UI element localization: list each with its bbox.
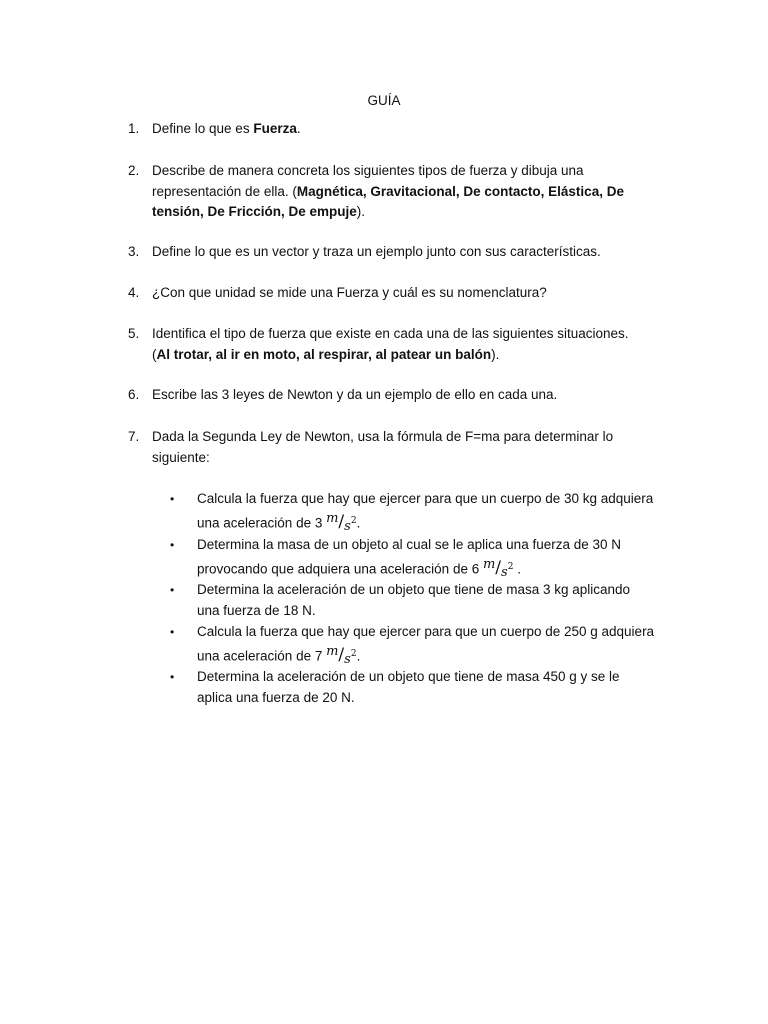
bullet-text [197, 580, 667, 621]
text-line [152, 202, 642, 223]
unit-numerator: m [482, 556, 496, 572]
unit-s: s [501, 564, 508, 580]
item-text [152, 119, 642, 140]
item-text [152, 427, 642, 468]
text-line: Dada la Segunda Ley de Newton, usa la fórmula de F=ma para determinar lo [152, 429, 614, 444]
unit-numerator: m [326, 510, 339, 526]
bullet-icon: • [170, 538, 175, 552]
bold-term: Magnética, Gravitacional, De contacto, Elástica, De [296, 183, 624, 199]
unit-denominator [344, 648, 357, 667]
unit-denominator [344, 515, 357, 534]
unit-numerator: m [326, 643, 339, 659]
text-line: Determina la aceleración de un objeto que tiene de masa 450 g y se le [197, 669, 620, 684]
text-line [197, 556, 667, 581]
title-text: GUÍA [367, 93, 401, 108]
bullet-icon: • [170, 670, 175, 684]
item-number: 5. [128, 326, 140, 341]
text-run: una aceleración de 3 [197, 514, 327, 530]
bullet-text [197, 535, 667, 580]
bullet-icon: • [170, 583, 175, 597]
item-text: ¿Con que unidad se mide una Fuerza y cuál es su nomenclatura? [152, 285, 547, 300]
unit-s: s [344, 651, 351, 667]
item-number: 7. [128, 429, 140, 444]
bullet-text [197, 622, 667, 667]
text-run: representación de ella. ( [152, 183, 297, 199]
text-run: . [513, 560, 521, 576]
text-line: Describe de manera concreta los siguientes tipos de fuerza y dibuja una [152, 163, 584, 178]
text-run: una aceleración de 7 [197, 647, 327, 663]
text-line: Calcula la fuerza que hay que ejercer para que un cuerpo de 30 kg adquiera [197, 491, 654, 506]
item-number: 1. [128, 121, 140, 136]
item-number: 2. [128, 163, 140, 178]
item-number: 3. [128, 244, 140, 259]
text-line [197, 510, 667, 535]
bullet-icon: • [170, 625, 175, 639]
bullet-text [197, 667, 667, 708]
text-run: . [356, 647, 361, 663]
unit-exponent: 2 [350, 648, 357, 659]
fraction-slash: / [338, 511, 345, 532]
unit-s: s [344, 518, 351, 534]
bullet-icon: • [170, 492, 175, 506]
bold-term: Fuerza [253, 121, 297, 136]
text-line [152, 182, 642, 203]
item-number: 6. [128, 387, 140, 402]
text-line [197, 643, 667, 668]
bold-term: Al trotar, al ir en moto, al respirar, al patear un balón [156, 346, 492, 362]
text-line: aplica una fuerza de 20 N. [197, 689, 355, 705]
text-run: . [296, 121, 301, 136]
text-line: Identifica el tipo de fuerza que existe en cada una de las siguientes situaciones. [152, 326, 629, 341]
text-run: . [356, 514, 361, 530]
item-text: Escribe las 3 leyes de Newton y da un ejemplo de ello en cada una. [152, 387, 558, 402]
bold-term: tensión, De Fricción, De empuje [152, 204, 357, 219]
text-line: una fuerza de 18 N. [197, 602, 316, 618]
text-run: ( [152, 346, 157, 362]
text-line: siguiente: [152, 449, 210, 465]
fraction-slash: / [338, 644, 345, 665]
unit-fraction [482, 556, 514, 580]
text-run: Define lo que es [152, 121, 254, 136]
bullet-text [197, 489, 667, 534]
text-run: ). [491, 346, 500, 362]
text-run: ). [356, 204, 366, 219]
text-line: Determina la masa de un objeto al cual se le aplica una fuerza de 30 N [197, 537, 622, 552]
unit-fraction [326, 510, 357, 534]
text-line: Calcula la fuerza que hay que ejercer para que un cuerpo de 250 g adquiera [197, 624, 655, 639]
item-text: Define lo que es un vector y traza un ejemplo junto con sus características. [152, 244, 601, 259]
item-text [152, 324, 652, 365]
unit-exponent: 2 [507, 561, 514, 572]
item-text [152, 161, 642, 223]
text-line: Determina la aceleración de un objeto que tiene de masa 3 kg aplicando [197, 582, 631, 597]
unit-exponent: 2 [350, 515, 357, 526]
fraction-slash: / [495, 557, 502, 578]
unit-denominator [501, 561, 514, 580]
item-number: 4. [128, 285, 140, 300]
page-title [0, 91, 768, 112]
unit-fraction [326, 643, 357, 667]
text-line [152, 345, 652, 366]
text-run: provocando que adquiera una aceleración de 6 [197, 560, 483, 576]
